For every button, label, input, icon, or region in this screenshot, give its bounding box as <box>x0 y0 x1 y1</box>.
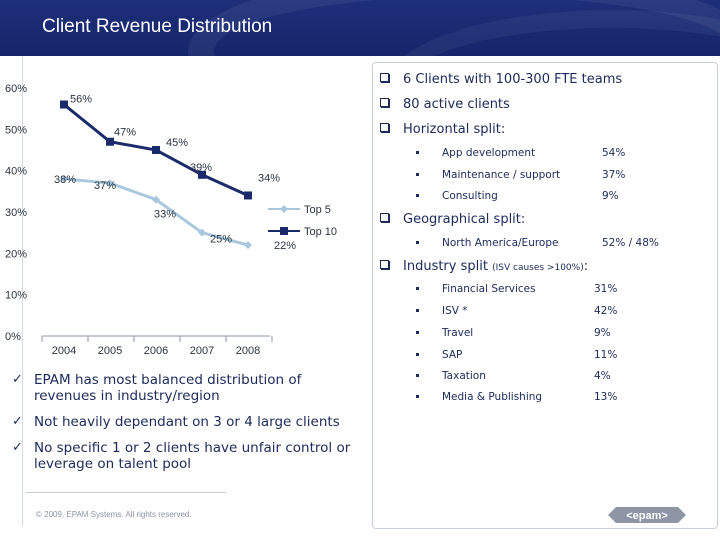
data-point <box>60 101 68 109</box>
panel-item-active-clients <box>380 97 510 112</box>
data-label: 38% <box>54 173 77 186</box>
row-label: Media & Publishing <box>442 391 543 403</box>
row-value: 42% <box>594 305 618 317</box>
row-label: SAP <box>442 349 463 361</box>
panel-item-suffix: : <box>583 259 589 274</box>
bullet-icon <box>416 374 419 377</box>
panel-item-industry-split <box>380 259 588 274</box>
square-bullet-icon <box>380 98 389 107</box>
footer-divider <box>26 492 226 493</box>
bullet-icon <box>416 241 419 244</box>
row-label: Maintenance / support <box>442 169 561 181</box>
row-label: Consulting <box>442 190 498 202</box>
header-bar <box>0 0 720 56</box>
row-label: App development <box>442 147 536 159</box>
row-value: 13% <box>594 391 618 403</box>
row-value: 9% <box>602 190 619 202</box>
row-value: 9% <box>594 327 611 339</box>
panel-item-text: 6 Clients with 100-300 FTE teams <box>403 72 623 87</box>
bullet-text: EPAM has most balanced distribution of revenues in industry/region <box>34 372 302 404</box>
row-value: 11% <box>594 349 618 361</box>
panel-item-text: Horizontal split: <box>403 122 506 137</box>
bullet-icon <box>416 353 419 356</box>
bullet-icon <box>416 309 419 312</box>
row-label: North America/Europe <box>442 237 559 249</box>
data-label: 56% <box>70 93 93 106</box>
row-value: 31% <box>594 283 618 295</box>
panel-item-text: 80 active clients <box>403 97 510 112</box>
row-value: 4% <box>594 370 611 382</box>
checkmark-icon: ✓ <box>12 440 23 455</box>
x-tick-label: 2004 <box>51 345 77 357</box>
y-tick-label: 20% <box>5 248 28 261</box>
row-label: ISV * <box>442 305 468 317</box>
checkmark-icon: ✓ <box>12 414 23 429</box>
data-point <box>106 138 114 146</box>
data-label: 34% <box>258 172 281 185</box>
x-tick-label: 2006 <box>143 345 169 357</box>
square-bullet-icon <box>380 73 389 82</box>
panel-item-geographical-split <box>380 212 525 227</box>
y-tick-label: 0% <box>5 331 21 343</box>
row-value: 37% <box>602 169 626 181</box>
bullet-text: No specific 1 or 2 clients have unfair control or leverage on talent pool <box>34 440 351 472</box>
y-tick-label: 10% <box>5 289 28 302</box>
row-value: 52% / 48% <box>602 237 659 249</box>
y-tick-label: 60% <box>5 83 28 95</box>
y-tick-label: 50% <box>5 124 28 137</box>
x-tick-label: 2008 <box>235 345 261 357</box>
page-title: Client Revenue Distribution <box>42 16 273 37</box>
bullet-icon <box>416 151 419 154</box>
panel-item-note: (ISV causes >100%) <box>492 263 584 273</box>
bullet-icon <box>416 194 419 197</box>
bullet-icon <box>416 287 419 290</box>
logo-text: <epam> <box>626 510 668 522</box>
bullet-text: Not heavily dependant on 3 or 4 large clients <box>34 414 340 430</box>
data-point <box>152 146 160 154</box>
x-tick-label: 2007 <box>189 345 215 357</box>
square-bullet-icon <box>380 123 389 132</box>
data-point <box>244 191 252 199</box>
bullet-icon <box>416 173 419 176</box>
data-label: 25% <box>210 233 233 246</box>
panel-item-horizontal-split <box>380 122 505 137</box>
panel-item-text: Industry split <box>403 259 488 274</box>
y-tick-label: 30% <box>5 207 28 219</box>
legend-label: Top 5 <box>304 204 331 216</box>
copyright-text: © 2009. EPAM Systems. All rights reserved. <box>36 510 192 519</box>
x-tick-label: 2005 <box>97 345 123 357</box>
bullet-icon <box>416 331 419 334</box>
square-bullet-icon <box>380 260 389 269</box>
bullet-icon <box>416 395 419 398</box>
panel-item-text: Geographical split: <box>403 212 526 227</box>
data-label: 37% <box>94 180 117 193</box>
epam-logo <box>608 506 686 524</box>
data-point <box>244 241 252 249</box>
y-tick-label: 40% <box>5 165 28 178</box>
data-label: 22% <box>274 240 297 253</box>
row-value: 54% <box>602 147 626 159</box>
legend-marker <box>280 205 288 213</box>
data-label: 45% <box>166 137 189 149</box>
legend-label: Top 10 <box>304 226 338 238</box>
row-label: Taxation <box>442 370 486 382</box>
data-label: 33% <box>154 208 177 221</box>
square-bullet-icon <box>380 213 389 222</box>
row-label: Financial Services <box>442 283 536 295</box>
panel-item-clients <box>380 72 622 87</box>
revenue-line-chart <box>0 62 372 362</box>
data-label: 39% <box>190 161 213 174</box>
checkmark-icon: ✓ <box>12 372 23 387</box>
legend-marker <box>280 227 288 235</box>
data-label: 47% <box>114 126 137 139</box>
row-label: Travel <box>442 327 474 339</box>
